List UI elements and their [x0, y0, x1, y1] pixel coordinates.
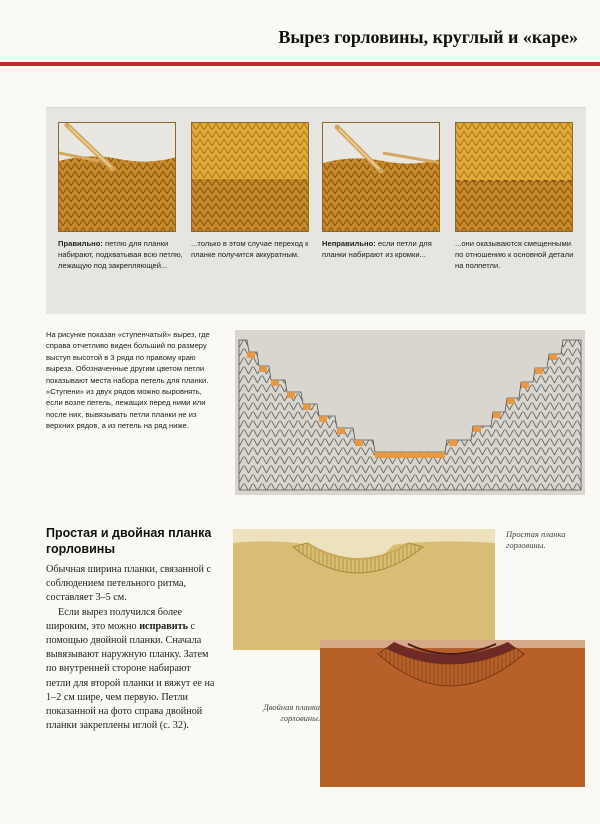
body-paragraph: Обычная ширина планки, связанной с соблюдением петельного ритма, составляет 3–5 см. [46, 564, 212, 604]
simple-neckband-photo [233, 529, 495, 650]
photo-caption-simple: Простая планка горловины. [506, 529, 566, 550]
swatch-photo-correct-pickup [58, 122, 176, 232]
photo-caption-double: Двойная планка горловины. [263, 702, 320, 723]
double-neckband-photo [320, 640, 585, 787]
section-heading: Простая и двойная планка горловины [46, 526, 212, 556]
swatch-photo-incorrect-pickup [322, 122, 440, 232]
swatch-photo-panel [46, 107, 586, 314]
swatch-caption: Правильно: петлю для планки набирают, подхватывая всю петлю, лежащую под закрепляющей... [58, 239, 183, 270]
body-paragraph: Если вырез получился более широким, это можно исправить с помощью двойной планки. Сначала вывязывают наружную планку. Затем по внутренней стороне набирают петли для второй планки и вяжут ее на 1–2 см шире, чем первую. Петли показанной на фото справа двойной планки закреплены иглой (с. 32). [46, 606, 215, 732]
swatch-caption: ...они оказываются смещенными по отношению к основной детали на полпетли. [455, 239, 574, 270]
swatch-caption: Неправильно: если петли для планки набирают из кромки... [322, 239, 432, 259]
swatch-photo-correct-result [191, 122, 309, 232]
header-rule [0, 62, 600, 66]
swatch-caption: ...только в этом случае переход к планке получится аккуратным. [191, 239, 309, 259]
section-body [46, 563, 216, 733]
page-title: Вырез горловины, круглый и «каре» [278, 27, 578, 47]
swatch-photo-incorrect-result [455, 122, 573, 232]
diagram-description: На рисунке показан «ступенчатый» вырез, где справа отчетливо виден больший по размеру выступ высотой в 3 ряда по правому краю выреза. Обозначенные другим цветом петли показывают места набора петель для планки. «Ступени» из двух рядов можно выровнять, если возле петель, лежащих перед ними или после них, вывязывать петли планки не из верхних рядов, а из петель на ряд ниже. [46, 330, 210, 431]
neckline-stitch-diagram [235, 330, 585, 495]
